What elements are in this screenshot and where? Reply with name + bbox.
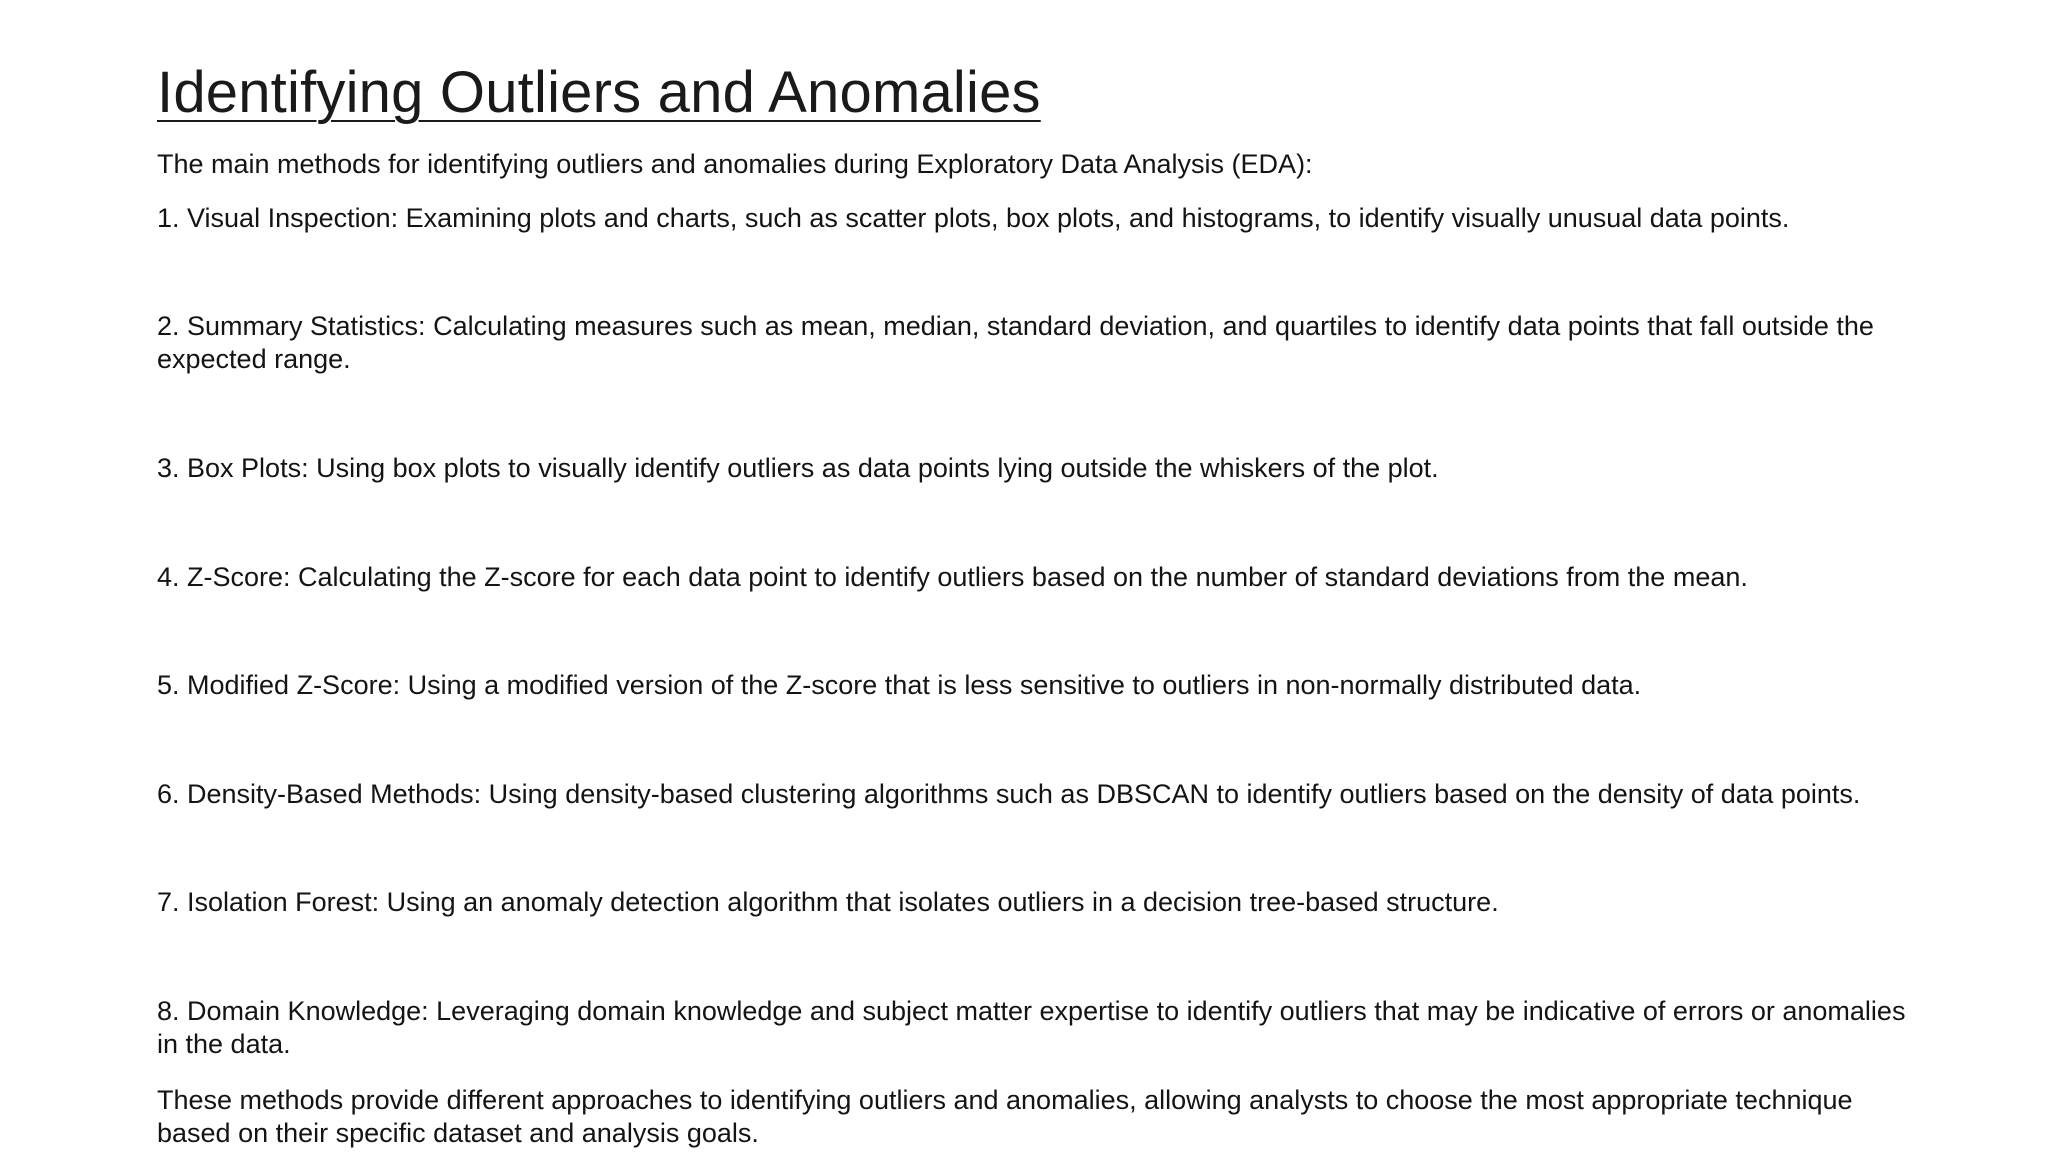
method-item-z-score: 4. Z-Score: Calculating the Z-score for each data point to identify outliers based on the number of standard deviations from the mean. [157, 562, 1748, 592]
method-item-isolation-forest: 7. Isolation Forest: Using an anomaly detection algorithm that isolates outliers in a decision tree-based structure. [157, 887, 1499, 917]
method-item-summary-statistics: 2. Summary Statistics: Calculating measures such as mean, median, standard deviation, and quartiles to identify data points that fall outside the expected range. [157, 311, 1874, 374]
method-item-domain-knowledge: 8. Domain Knowledge: Leveraging domain knowledge and subject matter expertise to identify outliers that may be indicative of errors or anomalies in the data. [157, 996, 1906, 1059]
method-item-box-plots: 3. Box Plots: Using box plots to visually identify outliers as data points lying outside the whiskers of the plot. [157, 453, 1439, 483]
slide-title: Identifying Outliers and Anomalies [157, 60, 1041, 125]
method-item-modified-z-score: 5. Modified Z-Score: Using a modified version of the Z-score that is less sensitive to outliers in non-normally distributed data. [157, 670, 1642, 700]
intro-text: The main methods for identifying outliers and anomalies during Exploratory Data Analysis (EDA): [157, 149, 1313, 179]
conclusion-text: These methods provide different approaches to identifying outliers and anomalies, allowing analysts to choose the most appropriate technique based on their specific dataset and analysis goals. [157, 1085, 1853, 1148]
method-item-density-based: 6. Density-Based Methods: Using density-based clustering algorithms such as DBSCAN to identify outliers based on the density of data points. [157, 779, 1861, 809]
method-item-visual-inspection: 1. Visual Inspection: Examining plots and charts, such as scatter plots, box plots, and histograms, to identify visually unusual data points. [157, 203, 1790, 233]
